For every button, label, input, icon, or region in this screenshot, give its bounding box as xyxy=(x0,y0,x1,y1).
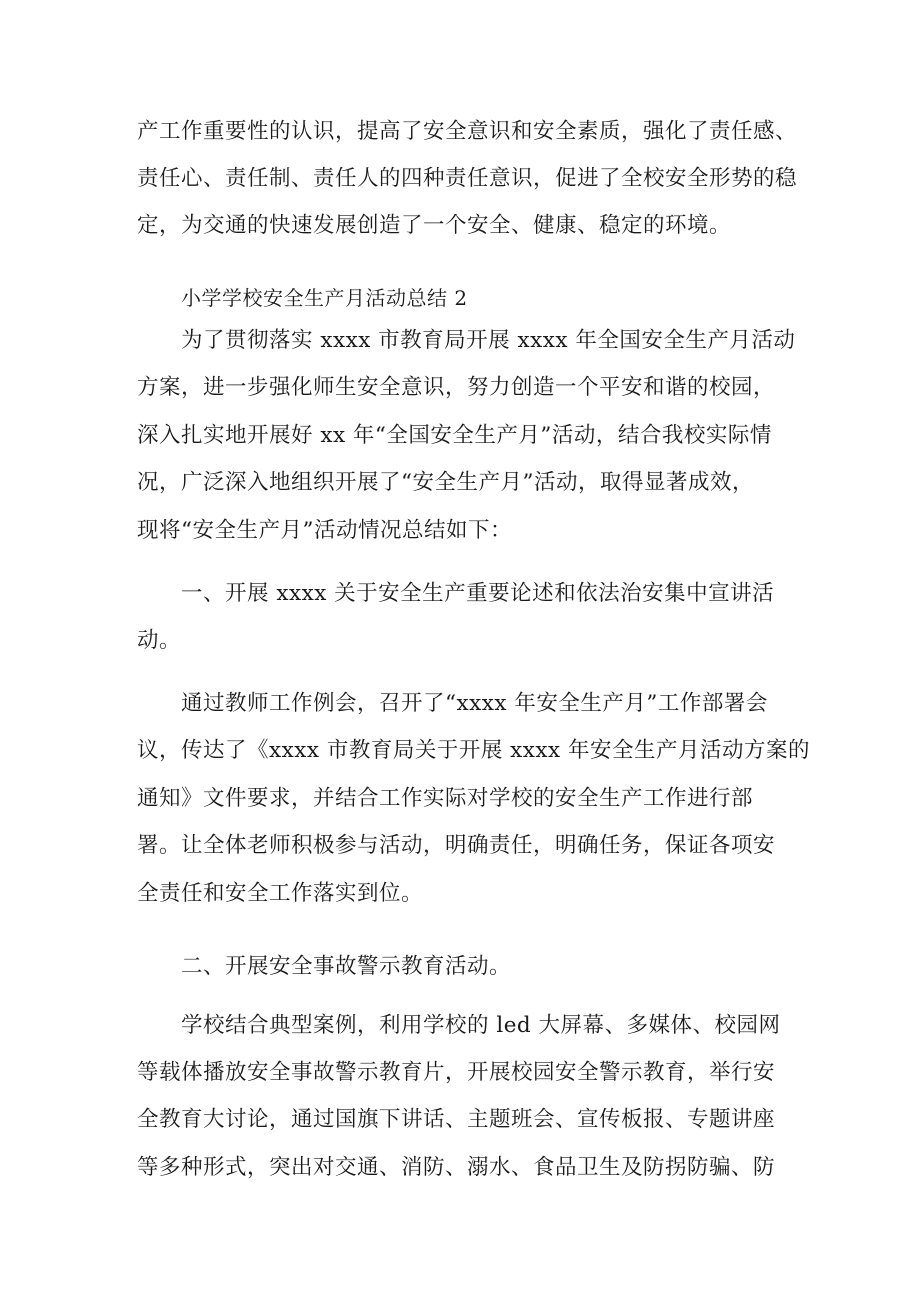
paragraph-1-line-1: 产工作重要性的认识，提高了安全意识和安全素质，强化了责任感、 xyxy=(137,119,798,144)
section-2-heading: 二、开展安全事故警示教育活动。 xyxy=(181,954,512,979)
paragraph-4-line-1: 学校结合典型案例，利用学校的 led 大屏幕、多媒体、校园网 xyxy=(181,1013,781,1038)
paragraph-2-line-4: 况，广泛深入地组织开展了“安全生产月”活动，取得显著成效， xyxy=(137,470,754,495)
paragraph-3-line-5: 全责任和安全工作落实到位。 xyxy=(137,881,424,906)
section-1-heading-line-2: 动。 xyxy=(137,628,182,653)
paragraph-3-line-2: 议，传达了《xxxx 市教育局关于开展 xxxx 年安全生产月活动方案的 xyxy=(137,738,811,763)
paragraph-4-line-2: 等载体播放安全事故警示教育片，开展校园安全警示教育，举行安 xyxy=(137,1060,776,1085)
paragraph-4-line-4: 等多种形式，突出对交通、消防、溺水、食品卫生及防拐防骗、防 xyxy=(137,1155,776,1180)
paragraph-3-line-3: 通知》文件要求，并结合工作实际对学校的安全生产工作进行部 xyxy=(137,786,754,811)
paragraph-4-line-3: 全教育大讨论，通过国旗下讲话、主题班会、宣传板报、专题讲座 xyxy=(137,1107,776,1132)
section-title: 小学学校安全生产月活动总结 2 xyxy=(181,286,468,310)
paragraph-2-line-3: 深入扎实地开展好 xx 年“全国安全生产月”活动，结合我校实际情 xyxy=(137,423,772,448)
paragraph-2-line-5: 现将“安全生产月”活动情况总结如下： xyxy=(137,518,512,543)
paragraph-1-line-3: 定，为交通的快速发展创造了一个安全、健康、稳定的环境。 xyxy=(137,213,732,238)
paragraph-2-line-2: 方案，进一步强化师生安全意识，努力创造一个平安和谐的校园， xyxy=(137,375,776,400)
paragraph-3-line-4: 署。让全体老师积极参与活动，明确责任，明确任务，保证各项安 xyxy=(137,833,776,858)
paragraph-1-line-2: 责任心、责任制、责任人的四种责任意识，促进了全校安全形势的稳 xyxy=(137,166,798,191)
section-1-heading-line-1: 一、开展 xxxx 关于安全生产重要论述和依法治安集中宣讲活 xyxy=(181,581,775,606)
paragraph-3-line-1: 通过教师工作例会，召开了“xxxx 年安全生产月”工作部署会 xyxy=(181,691,768,716)
paragraph-2-line-1: 为了贯彻落实 xxxx 市教育局开展 xxxx 年全国安全生产月活动 xyxy=(181,328,796,353)
